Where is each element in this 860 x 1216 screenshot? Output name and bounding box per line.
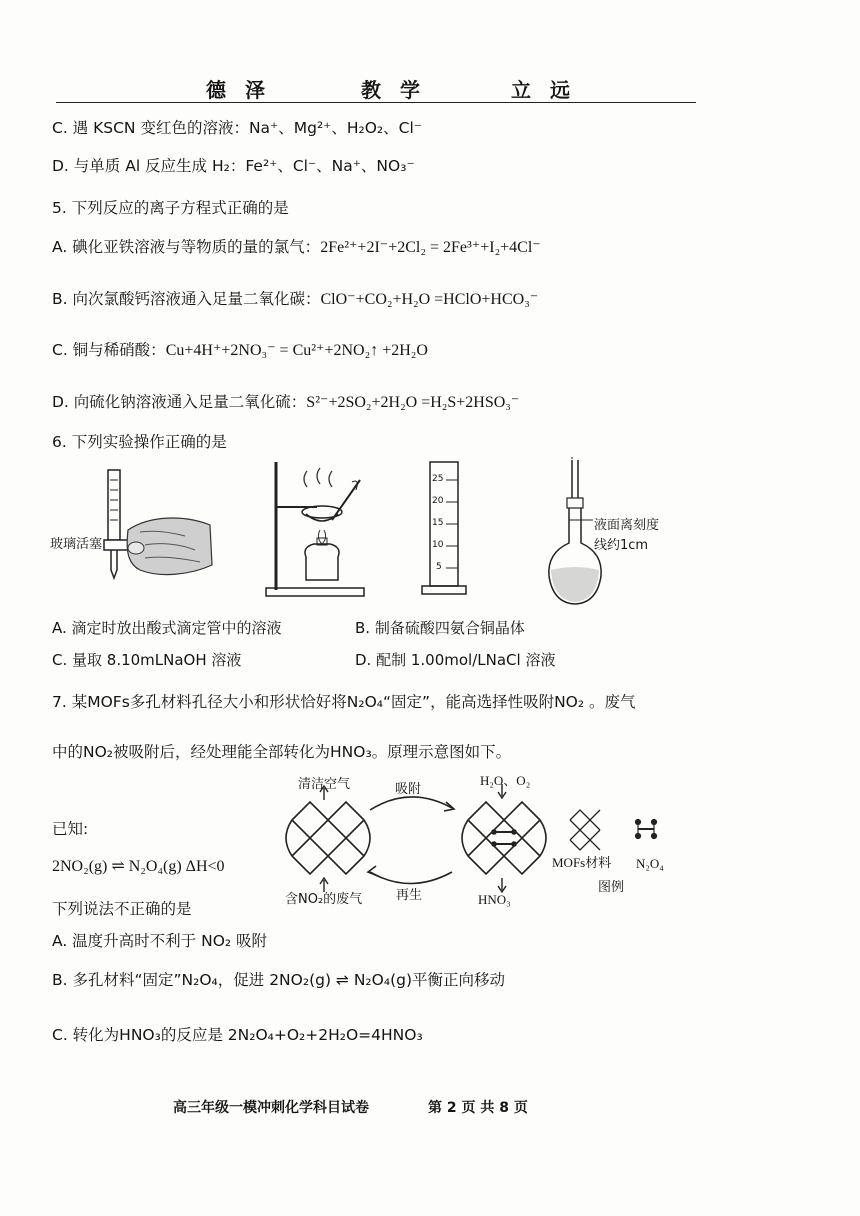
header-right: 立 远 bbox=[511, 78, 576, 102]
legend-n2o4-label: N₂O₄ bbox=[636, 856, 664, 871]
cylinder-tick-15: 15 bbox=[432, 518, 444, 528]
legend-title: 图例 bbox=[598, 880, 625, 895]
flask-label-line2: 线约1cm bbox=[594, 538, 649, 553]
q5-option-a bbox=[52, 235, 541, 257]
q5-option-c bbox=[52, 338, 428, 360]
footer-page: 第 2 页 共 8 页 bbox=[428, 1100, 528, 1116]
q6-stem: 6. 下列实验操作正确的是 bbox=[52, 433, 227, 451]
legend-mofs-icon bbox=[570, 810, 600, 850]
q7-known: 已知: bbox=[52, 820, 89, 838]
legend-mofs-label: MOFs材料 bbox=[552, 855, 612, 870]
q4-option-d: D. 与单质 Al 反应生成 H₂：Fe²⁺、Cl⁻、Na⁺、NO₃⁻ bbox=[52, 157, 415, 175]
q7-stem-line1: 7. 某MOFs多孔材料孔径大小和形状恰好将N₂O₄“固定”，能高选择性吸附NO₂ 。废气 bbox=[52, 693, 636, 711]
q5-option-d bbox=[52, 390, 519, 412]
evaporation-figure bbox=[262, 462, 372, 602]
label-hno3: HNO₃ bbox=[478, 892, 511, 907]
q6-option-a: A. 滴定时放出酸式滴定管中的溶液 bbox=[52, 619, 282, 637]
q7-equation-text: 2NO₂(g) ⇌ N₂O₄(g) ΔH<0 bbox=[52, 858, 225, 875]
label-h2o-o2: H₂O、O₂ bbox=[480, 773, 531, 788]
q5-option-a-equation: 2Fe²⁺+2I⁻+2Cl₂ = 2Fe³⁺+I₂+4Cl⁻ bbox=[320, 239, 541, 256]
q5-option-d-equation: S²⁻+2SO₂+2H₂O =H₂S+2HSO₃⁻ bbox=[306, 394, 520, 411]
cylinder-tick-5: 5 bbox=[436, 562, 442, 572]
legend-n2o4-icon bbox=[635, 819, 656, 838]
mofs-lattice-right bbox=[462, 802, 546, 874]
cylinder-tick-20: 20 bbox=[432, 496, 444, 506]
q6-option-d: D. 配制 1.00mol/LNaCl 溶液 bbox=[355, 651, 556, 669]
q7-option-a: A. 温度升高时不利于 NO₂ 吸附 bbox=[52, 932, 268, 950]
mofs-lattice-left bbox=[286, 802, 370, 874]
q6-option-c: C. 量取 8.10mLNaOH 溶液 bbox=[52, 651, 242, 669]
adsorb-arrow bbox=[370, 797, 452, 810]
q5-option-a-text: A. 碘化亚铁溶液与等物质的量的氯气： bbox=[52, 238, 321, 256]
q5-option-c-equation: Cu+4H⁺+2NO₃⁻ = Cu²⁺+2NO₂↑ +2H₂O bbox=[165, 342, 428, 359]
label-waste-gas: 含NO₂的废气 bbox=[285, 892, 363, 907]
burette-figure bbox=[100, 470, 220, 590]
label-regen: 再生 bbox=[396, 888, 423, 903]
valve-label: 玻璃活塞 bbox=[50, 537, 103, 552]
cylinder-tick-25: 25 bbox=[432, 474, 444, 484]
q5-option-b-text: B. 向次氯酸钙溶液通入足量二氧化碳： bbox=[52, 290, 321, 308]
q7-option-c: C. 转化为HNO₃的反应是 2N₂O₄+O₂+2H₂O=4HNO₃ bbox=[52, 1026, 423, 1044]
q6-option-b: B. 制备硫酸四氨合铜晶体 bbox=[355, 619, 525, 637]
label-adsorb: 吸附 bbox=[395, 782, 422, 797]
flask-figure bbox=[545, 458, 615, 608]
flask-label-line1: 液面离刻度 bbox=[594, 518, 660, 533]
q7-equation bbox=[52, 856, 225, 876]
q5-stem: 5. 下列反应的离子方程式正确的是 bbox=[52, 199, 289, 217]
q5-option-d-text: D. 向硫化钠溶液通入足量二氧化硫： bbox=[52, 393, 307, 411]
cylinder-tick-10: 10 bbox=[432, 540, 444, 550]
n2o4-molecule-in-pore bbox=[491, 829, 517, 847]
header-middle: 教 学 bbox=[361, 78, 426, 102]
header-left: 德 泽 bbox=[206, 78, 271, 102]
q4-option-c: C. 遇 KSCN 变红色的溶液：Na⁺、Mg²⁺、H₂O₂、Cl⁻ bbox=[52, 119, 422, 137]
q5-option-c-text: C. 铜与稀硝酸： bbox=[52, 341, 166, 359]
q7-stem-line2: 中的NO₂被吸附后，经处理能全部转化为HNO₃。原理示意图如下。 bbox=[52, 743, 512, 761]
q5-option-b bbox=[52, 287, 538, 309]
q7-option-b: B. 多孔材料“固定”N₂O₄，促进 2NO₂(g) ⇌ N₂O₄(g)平衡正向移动 bbox=[52, 971, 505, 989]
page-header bbox=[56, 72, 696, 103]
label-clean-air: 清洁空气 bbox=[298, 777, 351, 792]
q5-option-b-equation: ClO⁻+CO₂+H₂O =HClO+HCO₃⁻ bbox=[320, 291, 539, 308]
cylinder-figure bbox=[420, 462, 470, 602]
q7-question: 下列说法不正确的是 bbox=[52, 900, 192, 918]
regen-arrow bbox=[370, 872, 452, 884]
footer-title: 高三年级一模冲刺化学科目试卷 bbox=[173, 1100, 369, 1116]
